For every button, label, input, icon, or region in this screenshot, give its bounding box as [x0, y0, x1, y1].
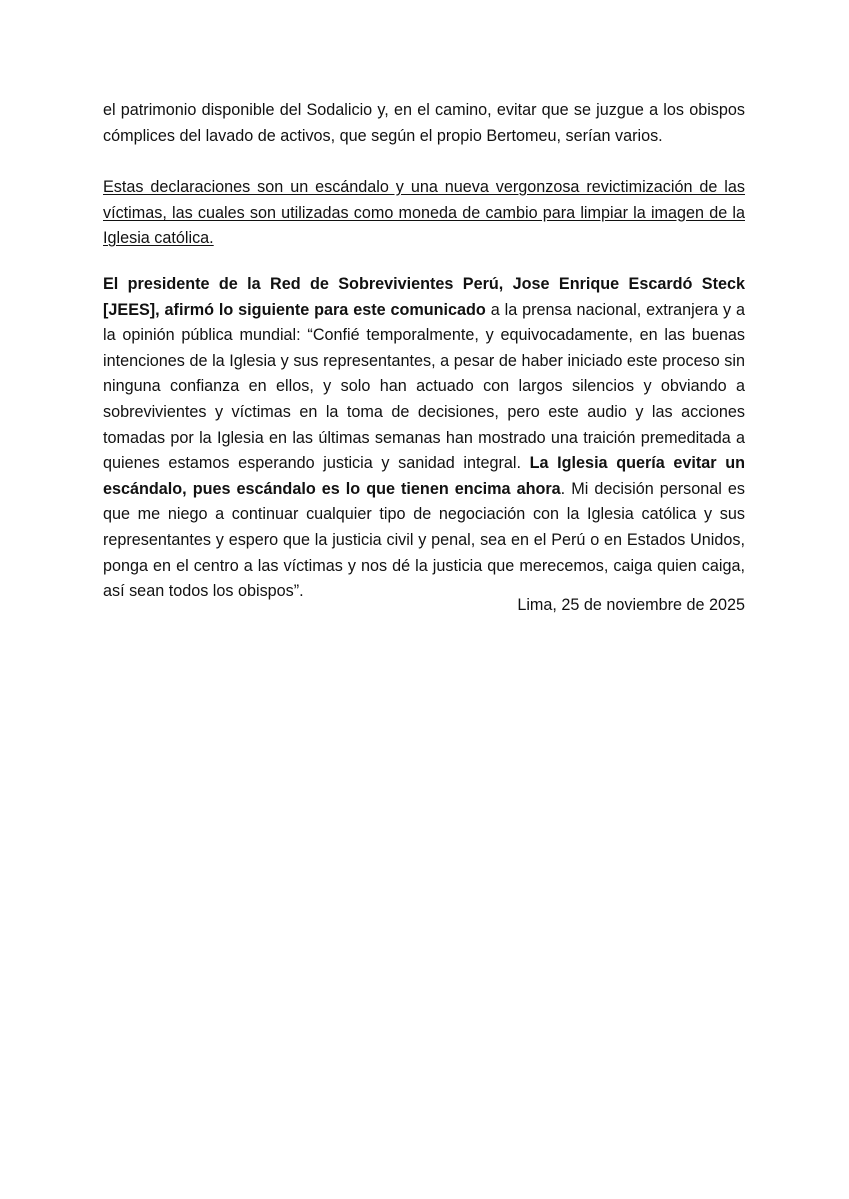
statement-text-1: a la prensa nacional, extranjera y a la opinión pública mundial: “Confié temporalmente, y equivocadamente, en las buenas intenciones de la Iglesia y sus representantes, a pesar de haber iniciado este proceso sin ninguna confianza en ellos, y solo han actuado con largos silencios y obviando a sobrevivientes y víctimas en la toma de decisiones, pero este audio y las acciones tomadas por la Iglesia en las últimas semanas han mostrado una traición premeditada a quienes estamos esperando justicia y sanidad integral. [103, 300, 745, 473]
paragraph-declaraciones-underlined: Estas declaraciones son un escándalo y una nueva vergonzosa revictimización de las víctimas, las cuales son utilizadas como moneda de cambio para limpiar la imagen de la Iglesia católica. [103, 178, 745, 248]
paragraph-presidente-statement [103, 272, 745, 605]
statement-bold-quote: La Iglesia quería evitar un escándalo, pues escándalo es lo que tienen encima ahora [103, 454, 745, 498]
statement-text-2: . Mi decisión personal es que me niego a continuar cualquier tipo de negociación con la Iglesia católica y sus representantes y espero que la justicia civil y penal, sea en el Perú o en Estados Unidos, ponga en el centro a las víctimas y nos dé la justicia que merecemos, caiga quien caiga, así sean todos los obispos”. [103, 479, 745, 601]
paragraph-sodalicio: el patrimonio disponible del Sodalicio y, en el camino, evitar que se juzgue a los obispos cómplices del lavado de activos, que según el propio Bertomeu, serían varios. [103, 101, 745, 145]
place-date-signoff: Lima, 25 de noviembre de 2025 [517, 596, 745, 614]
statement-bold-intro: El presidente de la Red de Sobrevivientes Perú, Jose Enrique Escardó Steck [JEES], afirmó lo siguiente para este comunicado [103, 275, 745, 319]
